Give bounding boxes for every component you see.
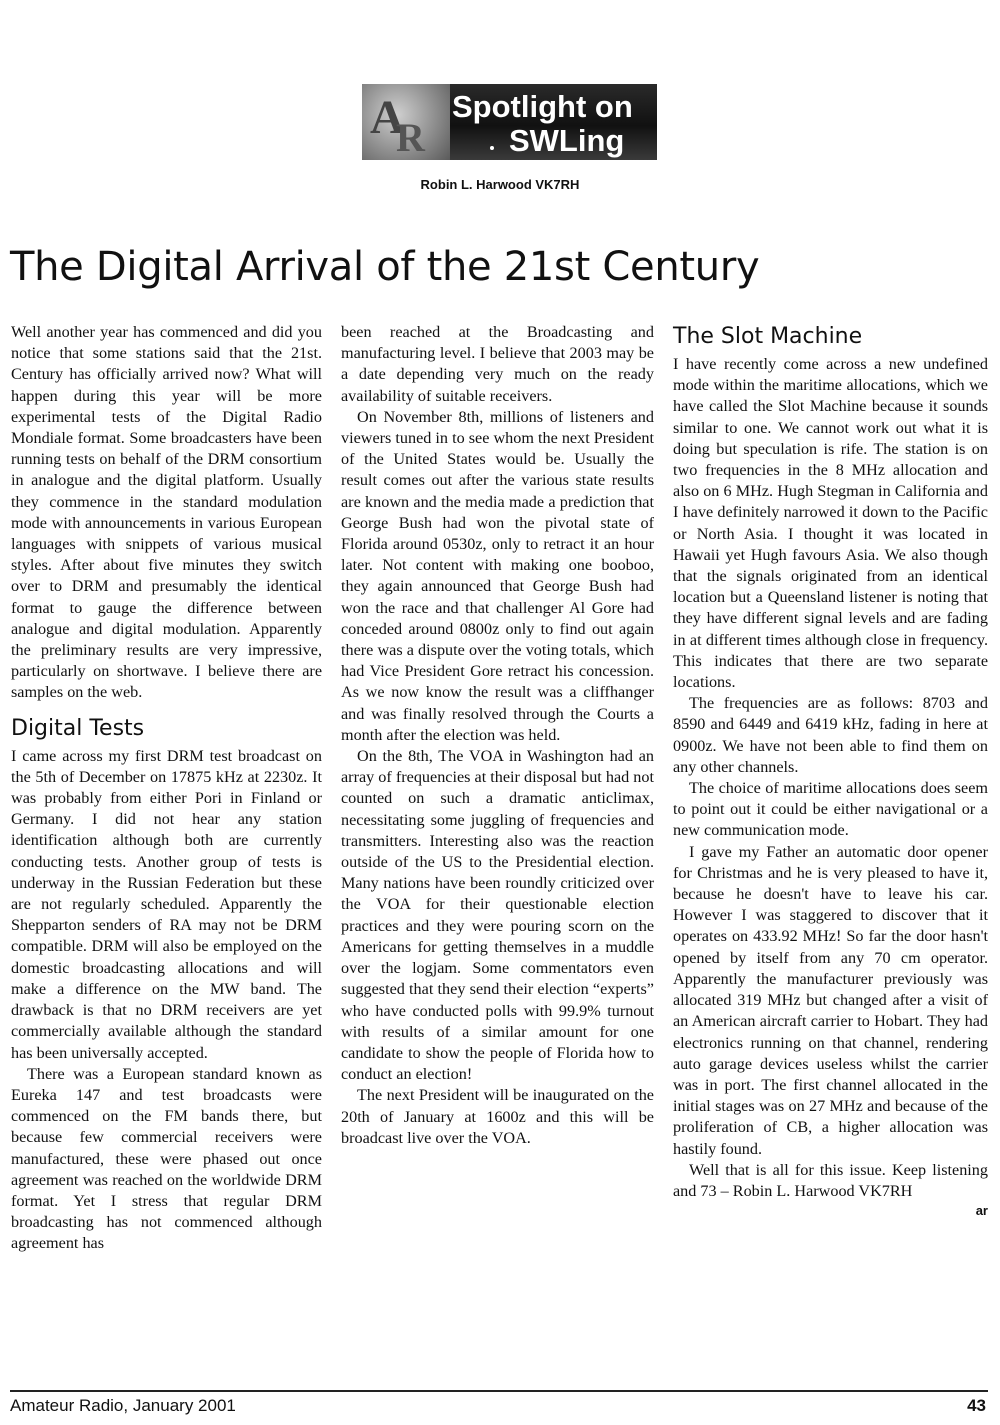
paragraph: I have recently come across a new undefined mode within the maritime allocations, which we have called the Slot Machine because it sounds similar to one. We cannot work out what it is doing but speculation is rife. The station is on two frequencies in the 8 MHz allocation and also on 6 MHz. Hugh Stegman in California and I have definitely narrowed it down to the Pacific or North Asia. I thought it was located in Hawaii yet Hugh favours Asia. We also though that the signals originated from an identical location but a Queensland listener is noting that they have different signal levels and are fading in at different times although close in frequency. This indicates that there are two separate locations.: [673, 355, 988, 692]
paragraph: Well that is all for this issue. Keep listening and 73 – Robin L. Harwood VK7RH: [673, 1160, 988, 1200]
paragraph: I gave my Father an automatic door opener for Christmas and he is very pleased to have it, because he doesn't have to leave his car. However I was staggered to discover that it operates on 433.92 MHz! So far the door hasn't opened by itself from any 70 cm operator. Apparently the manufacturer previously was allocated 319 MHz but changed after a visit of an American aircraft carrier to Hobart. They had electronics running on that channel, rendering auto garage devices useless whilst the carrier was in port. The first channel allocated in the initial stages was on 27 MHz and because of the proliferation of CB, a higher allocation was hastily found.: [673, 842, 988, 1158]
column-header-banner: [362, 84, 657, 160]
banner-title-line2: SWLing: [509, 123, 625, 158]
paragraph: On November 8th, millions of listeners and viewers tuned in to see whom the next President of the United States would be. Usually the result comes out after the various state results are known and the media made a prediction that George Bush had won the pivotal state of Florida around 0530z, only to retract it an hour later. Not content with making one booboo, they again announced that George Bush had won the race and that challenger Al Gore had conceded around 0800z only to find out again there was a dispute over the voting totals, which had Vice President Gore retract his concession. As we now know the result was a cliffhanger and was finally resolved through the Courts a month after the election was held.: [341, 407, 654, 744]
paragraph: The choice of maritime allocations does seem to point out it could be either navigational or a new communication mode.: [673, 779, 988, 840]
ar-logo-icon: A R: [362, 84, 450, 160]
paragraph: been reached at the Broadcasting and manufacturing level. I believe that 2003 may be a date depending very much on the ready availability of suitable receivers.: [341, 323, 654, 405]
page-number: 43: [967, 1396, 986, 1415]
paragraph: Well another year has commenced and did you notice that some stations said that the 21st. Century has officially arrived now? What will happen during this year will be more experimental tests of the Digital Radio Mondiale format. Some broadcasters have been running tests on behalf of the DRM consortium in analogue and the digital platform. Usually they commence in the standard modulation mode with announcements in various European languages with snippets of various musical styles. After about five minutes they switch over to DRM and presumably the identical format to gauge the difference between analogue and digital modulation. Apparently the preliminary results are very impressive, particularly on shortwave. I believe there are samples on the web.: [11, 323, 322, 702]
section-heading-digital-tests: Digital Tests: [11, 715, 145, 741]
column-1: [11, 322, 322, 1255]
article-title: The Digital Arrival of the 21st Century: [10, 244, 760, 290]
author-byline: Robin L. Harwood VK7RH: [420, 177, 580, 192]
footer-divider: [10, 1390, 988, 1392]
publication-footer: Amateur Radio, January 2001: [10, 1396, 236, 1415]
paragraph: There was a European standard known as Eureka 147 and test broadcasts were commenced on the FM bands there, but because few commercial receivers were manufactured, these were phased out once agreement was reached on the worldwide DRM format. Yet I stress that regular DRM broadcasting has not commenced although agreement has: [11, 1064, 322, 1253]
column-2: [341, 322, 654, 1149]
column-3: [673, 322, 988, 1221]
paragraph: On the 8th, The VOA in Washington had an array of frequencies at their disposal but had not counted on such a dramatic anticlimax, necessitating some juggling of frequencies and transmitters. Interesting also was the reaction outside of the US to the Presidential election. Many nations have been roundly criticized over the VOA for their questionable election practices and they were pouring scorn on the Americans for getting themselves in a muddle over the logjam. Some commentators even suggested that they send their election “experts” who have conducted polls with 99.9% turnout with results of a similar amount for one candidate to show the people of Florida how to conduct an election!: [341, 747, 654, 1084]
paragraph: The next President will be inaugurated on the 20th of January at 1600z and this will be broadcast live over the VOA.: [341, 1086, 654, 1147]
banner-title-line1: Spotlight on: [452, 89, 633, 124]
paragraph: I came across my first DRM test broadcast on the 5th of December on 17875 kHz at 2230z. It was probably from either Pori in Finland or Germany. I did not hear any station identification although both are currently conducting tests. Another group of tests is underway in the Russian Federation but these are not regularly scheduled. Apparently the Shepparton senders of RA may not be DRM compatible. DRM will also be employed on the domestic broadcasting allocations and will make a difference on the MW band. The drawback is that no DRM receivers are yet commercially available although the standard has been universally accepted.: [11, 746, 322, 1062]
end-mark: ar: [975, 1203, 988, 1219]
section-heading-slot-machine: The Slot Machine: [673, 324, 863, 349]
paragraph: The frequencies are as follows: 8703 and 8590 and 6449 and 6419 kHz, fading in here at 0900z. We have not been able to find them on any other channels.: [673, 694, 988, 776]
